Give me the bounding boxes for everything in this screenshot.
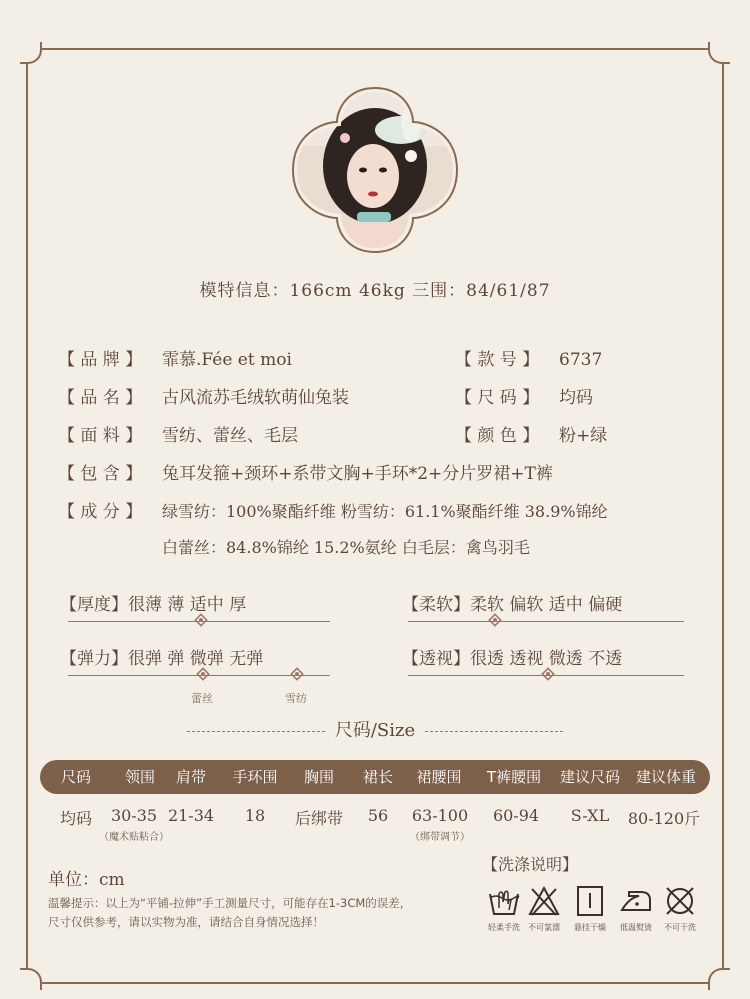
spec-value: 霏慕.Fée et moi [162,350,292,370]
table-header-cell: 裙长 [362,768,393,786]
size-section-title [0,716,750,742]
table-header-cell: 肩带 [175,768,206,786]
hand-wash-icon [484,884,524,922]
divider [425,731,563,732]
table-header-cell: 尺码 [60,768,91,786]
table-cell: 30-35 [110,806,158,825]
spec-value: 兔耳发箍+颈环+系带文胸+手环*2+分片罗裙+T裤 [162,464,553,484]
spec-value: 雪纺、蕾丝、毛层 [162,426,298,446]
waist-note: （绑带调节） [410,832,470,843]
spec-composition [58,497,608,522]
table-cell: 均码 [59,809,92,828]
low-iron-icon [616,884,656,922]
table-cell: S-XL [570,806,610,825]
scale-line [408,621,684,622]
spec-label: 【 成 分 】 [58,502,143,522]
spec-composition-line2: 白蕾丝：84.8%锦纶 15.2%氨纶 白毛层：禽鸟羽毛 [162,538,530,557]
model-photo [291,86,459,254]
spec-label: 【 品 名 】 [58,388,143,408]
model-info: 模特信息：166cm 46kg 三围：84/61/87 [199,281,551,301]
spec-color [455,421,607,446]
neck-note: （魔术贴粘合） [99,832,169,843]
table-header-cell: 胸围 [303,768,334,786]
table-header-cell: 裙腰围 [416,768,462,786]
wash-label: 悬挂干燥 [574,923,606,932]
spec-value: 均码 [559,388,593,408]
spec-name [58,383,349,408]
wash-label: 不可氯漂 [528,923,560,932]
table-cell: 56 [367,806,389,825]
scale-marker-icon [196,667,210,681]
scale-marker-icon [541,667,555,681]
table-header-cell: 建议体重 [635,768,696,786]
table-header-cell: 建议尺码 [559,768,620,786]
table-header-cell: 领围 [124,768,155,786]
no-dry-clean-icon [660,884,700,922]
wash-label: 不可干洗 [664,923,696,932]
table-cell: 60-94 [492,806,540,825]
spec-value: 粉+绿 [559,426,608,446]
elasticity-note-chiffon: 雪纺 [285,692,307,705]
measurement-tip [48,894,478,932]
size-title-text: 尺码/Size [334,720,416,741]
table-cell: 80-120斤 [627,809,701,828]
table-cell: 63-100 [411,806,469,825]
spec-label: 【 品 牌 】 [58,350,143,370]
elasticity-scale: 【弹力】很弹 弹 微弹 无弹 [60,649,264,669]
spec-style-no [455,345,602,370]
scale-marker-icon [194,613,208,627]
frame-corner [708,968,730,990]
elasticity-note-lace: 蕾丝 [191,692,213,705]
size-table-header [40,760,710,794]
spec-value: 绿雪纺：100%聚酯纤维 粉雪纺：61.1%聚酯纤维 38.9%锦纶 [162,502,608,521]
spec-size [455,383,593,408]
spec-label: 【 面 料 】 [58,426,143,446]
table-cell: 后绑带 [294,809,343,828]
unit-label: 单位：cm [48,870,125,890]
transparency-scale: 【透视】很透 透视 微透 不透 [402,649,623,669]
spec-fabric [58,421,298,446]
spec-label: 【 包 含 】 [58,464,143,484]
softness-scale: 【柔软】柔软 偏软 适中 偏硬 [402,595,623,615]
wash-title: 【洗涤说明】 [482,855,579,874]
table-cell: 18 [244,806,266,825]
tip-line: 尺寸仅供参考，请以实物为准，请结合自身情况选择！ [48,915,324,929]
tip-line: 温馨提示：以上为“平铺-拉伸”手工测量尺寸，可能存在1-3CM的误差， [48,896,412,910]
hang-dry-icon [570,884,610,922]
table-cell: 21-34 [167,806,215,825]
table-header-cell: 手环围 [232,768,278,786]
thickness-scale: 【厚度】很薄 薄 适中 厚 [60,595,247,615]
table-header-cell: T裤腰围 [486,768,542,786]
wash-label: 低温熨烫 [620,923,652,932]
spec-includes [58,459,553,484]
scale-marker-icon [488,613,502,627]
no-bleach-icon [524,884,564,922]
spec-label: 【 尺 码 】 [455,388,540,408]
spec-value: 古风流苏毛绒软萌仙兔装 [162,388,349,408]
scale-marker-icon [290,667,304,681]
spec-value: 6737 [559,350,603,370]
spec-label: 【 颜 色 】 [455,426,540,446]
spec-label: 【 款 号 】 [455,350,540,370]
spec-brand [58,345,292,370]
wash-label: 轻柔手洗 [488,923,520,932]
divider [187,731,325,732]
